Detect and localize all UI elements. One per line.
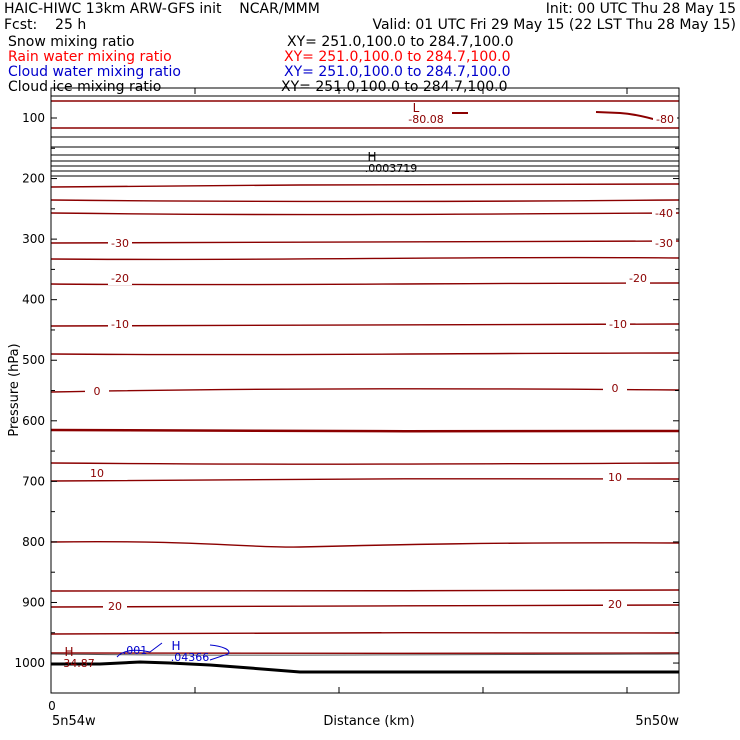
temperature-contour-label: 0 <box>93 385 101 398</box>
y-tick-label: 500 <box>22 353 45 368</box>
x-axis-label: Distance (km) <box>323 714 415 729</box>
field-name-cloud-water: Cloud water mixing ratio <box>8 64 181 80</box>
x-right-endpoint: 5n50w <box>635 714 679 729</box>
temperature-contour-line <box>51 258 679 260</box>
y-tick-label: 700 <box>22 474 45 489</box>
temperature-contour-line <box>51 463 679 464</box>
temperature-contour-line <box>51 324 679 326</box>
temperature-contour-line <box>51 283 679 285</box>
temperature-contour-line <box>596 112 660 121</box>
field-xy-rain: XY= 251.0,100.0 to 284.7,100.0 <box>284 49 511 65</box>
terrain-line <box>51 662 679 672</box>
y-tick-label: 100 <box>22 111 45 125</box>
temperature-contour-label: -10 <box>609 318 627 331</box>
forecast-hour: Fcst: 25 h <box>4 17 87 33</box>
extremum-marker: H <box>64 645 74 659</box>
temperature-contour-line <box>51 542 679 547</box>
y-axis-label: Pressure (hPa) <box>7 343 22 437</box>
temperature-contour-line <box>51 353 679 355</box>
temperature-contour-line <box>51 590 679 591</box>
init-time: Init: 00 UTC Thu 28 May 15 <box>545 1 736 17</box>
valid-time: Valid: 01 UTC Fri 29 May 15 (22 LST Thu 28 May 15) <box>372 17 736 33</box>
temperature-contour-line <box>51 430 679 431</box>
extremum-value: .0003719 <box>364 162 418 175</box>
field-name-cloud-ice: Cloud ice mixing ratio <box>8 79 162 95</box>
y-tick-label: 800 <box>22 534 45 549</box>
field-xy-snow: XY= 251.0,100.0 to 284.7,100.0 <box>287 34 514 50</box>
temperature-contour-label: -40 <box>655 207 673 220</box>
temperature-contour-label: 0 <box>611 382 619 395</box>
extremum-value: -80.08 <box>408 113 444 126</box>
temperature-contour-label: 20 <box>108 600 122 613</box>
temperature-contour-line <box>51 241 679 243</box>
extremum-marker: H <box>171 639 181 653</box>
extremum-marker: H <box>367 150 377 164</box>
y-tick-label: 200 <box>22 171 45 186</box>
cloud-water-contour-label: .001 <box>122 644 148 657</box>
temperature-contour-line <box>51 479 679 481</box>
x-left-endpoint: 5n54w <box>52 714 96 729</box>
temperature-contour-label: -30 <box>111 237 129 250</box>
temperature-contour-line <box>51 633 679 634</box>
field-xy-cloud-water: XY= 251.0,100.0 to 284.7,100.0 <box>284 64 511 80</box>
temperature-contour-label: -10 <box>111 318 129 331</box>
y-tick-label: 300 <box>22 232 45 247</box>
extremum-value: .04366 <box>170 651 210 664</box>
y-tick-label: 400 <box>22 292 45 307</box>
temperature-contour-line <box>51 605 679 607</box>
temperature-contour-label: -20 <box>629 272 647 285</box>
temperature-contours <box>51 101 679 655</box>
field-name-snow: Snow mixing ratio <box>8 34 135 50</box>
y-tick-label: 1000 <box>14 656 45 671</box>
temperature-contour-label: 20 <box>608 598 622 611</box>
temperature-contour-label: -80 <box>656 113 674 126</box>
temperature-contour-label: 10 <box>608 471 622 484</box>
temperature-contour-label: -20 <box>111 272 129 285</box>
y-tick-label: 900 <box>22 595 45 610</box>
title-left: HAIC-HIWC 13km ARW-GFS init NCAR/MMM <box>4 1 320 17</box>
extremum-value: 34.87 <box>63 657 95 670</box>
temperature-contour-label: -30 <box>655 237 673 250</box>
temperature-contour-line <box>51 200 679 202</box>
temperature-contour-label: 10 <box>90 467 104 480</box>
field-xy-cloud-ice: XY= 251.0,100.0 to 284.7,100.0 <box>281 79 508 95</box>
y-tick-label: 600 <box>22 413 45 428</box>
temperature-contour-line <box>51 184 679 187</box>
temperature-contour-line <box>51 213 679 215</box>
field-name-rain: Rain water mixing ratio <box>8 49 172 65</box>
x-origin-label: 0 <box>48 699 56 713</box>
extremum-marker: L <box>412 101 420 115</box>
temperature-contour-line <box>51 389 679 392</box>
